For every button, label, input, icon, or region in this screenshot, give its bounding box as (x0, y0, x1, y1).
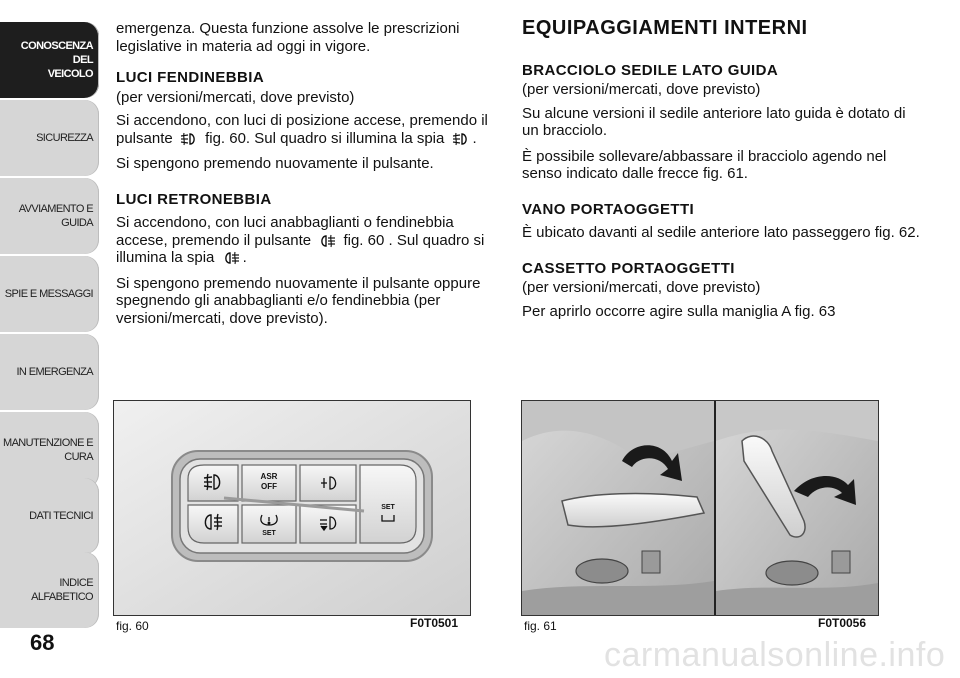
text-fragment: . (242, 249, 247, 266)
compartment-p1: È ubicato davanti al sedile anteriore lato passeggero fig. 62. (522, 224, 920, 241)
rear-fog-light-icon (318, 234, 336, 248)
armrest-p2: È possibile sollevare/abbassare il bracciolo agendo nel senso indicato dalle frecce fig. 61. (522, 147, 887, 182)
fog-lights-note: (per versioni/mercati, dove previsto) (116, 88, 355, 106)
text-fragment: Si accendono, con luci anabbaglianti o fendinebbia accese, premendo il pulsante (116, 214, 454, 249)
sidebar-item-label: DATI TECNICI (29, 510, 93, 522)
armrest-p1: Su alcune versioni il sedile anteriore lato guida è dotato di un bracciolo. (522, 104, 906, 139)
front-fog-warning-icon (452, 132, 470, 146)
glovebox-title: CASSETTO PORTAOGGETTI (522, 259, 735, 277)
sidebar-item-spie[interactable] (0, 256, 99, 332)
figure-61-label: fig. 61 (524, 619, 557, 633)
sidebar-item-label: SICUREZZA (36, 132, 93, 144)
trip-set-label: SET (381, 504, 395, 511)
text-fragment: Si accendono, con luci di posizione accese, premendo il pulsante (116, 112, 488, 147)
rear-fog-title: LUCI RETRONEBBIA (116, 190, 272, 208)
rear-fog-off: Si spengono premendo nuovamente il pulsante oppure spegnendo gli anabbaglianti e/o fendinebbia (per versioni/mercati, dove previsto). (116, 274, 481, 327)
front-fog-light-icon (180, 132, 198, 146)
sidebar-item-label: IN EMERGENZA (16, 366, 93, 378)
right-column (522, 17, 922, 328)
text-fragment: . (472, 129, 477, 147)
set-label: SET (262, 530, 276, 537)
intro-text: emergenza. Questa funzione assolve le prescrizioni legislative in materia ad oggi in vigore. (116, 20, 460, 55)
fog-lights-text (116, 112, 496, 147)
sidebar-item-emergenza[interactable] (0, 334, 99, 410)
sidebar-item-indice[interactable] (0, 552, 99, 628)
text-fragment: fig. 60 . Sul quadro si illumina la spia (116, 231, 485, 266)
asr-label: ASR (260, 472, 278, 481)
armrest-title: BRACCIOLO SEDILE LATO GUIDA (522, 61, 779, 79)
off-label: OFF (261, 482, 277, 491)
page-number: 68 (30, 630, 55, 655)
sidebar-item-manutenzione[interactable] (0, 412, 99, 488)
sidebar-item-label: MANUTENZIONE E CURA (3, 437, 93, 463)
sidebar-item-sicurezza[interactable] (0, 100, 99, 176)
fog-lights-title: LUCI FENDINEBBIA (116, 69, 265, 86)
rear-fog-warning-icon (222, 251, 240, 265)
glovebox-p1: Per aprirlo occorre agire sulla maniglia A fig. 63 (522, 302, 836, 320)
glovebox-note: (per versioni/mercati, dove previsto) (522, 279, 761, 296)
figure-61 (521, 400, 879, 616)
armrest-note: (per versioni/mercati, dove previsto) (522, 81, 761, 98)
sidebar-item-avviamento[interactable] (0, 178, 99, 254)
sidebar-item-label: SPIE E MESSAGGI (4, 288, 93, 300)
figure-61-code: F0T0056 (818, 616, 867, 630)
sidebar-item-dati-tecnici[interactable] (0, 478, 99, 554)
watermark: carmanualsonline.info (604, 636, 946, 674)
sidebar-item-label: AVVIAMENTO E GUIDA (18, 203, 93, 229)
figure-60-code: F0T0501 (410, 616, 459, 630)
sidebar-item-label: CONOSCENZA DEL VEICOLO (20, 40, 93, 80)
sidebar-item-label: INDICE ALFABETICO (31, 577, 93, 603)
sidebar-item-conoscenza[interactable] (0, 22, 99, 98)
button-panel-illustration (114, 401, 470, 615)
fog-lights-off: Si spengono premendo nuovamente il pulsante. (116, 155, 434, 172)
text-fragment: fig. 60. Sul quadro si illumina la spia (205, 129, 445, 147)
section-heading: EQUIPAGGIAMENTI INTERNI (522, 17, 808, 39)
compartment-title: VANO PORTAOGGETTI (522, 200, 695, 218)
figure-60 (113, 400, 471, 616)
left-column (116, 20, 496, 335)
rear-fog-text (116, 214, 496, 267)
figure-60-label: fig. 60 (116, 619, 149, 633)
armrest-illustration (522, 401, 878, 615)
